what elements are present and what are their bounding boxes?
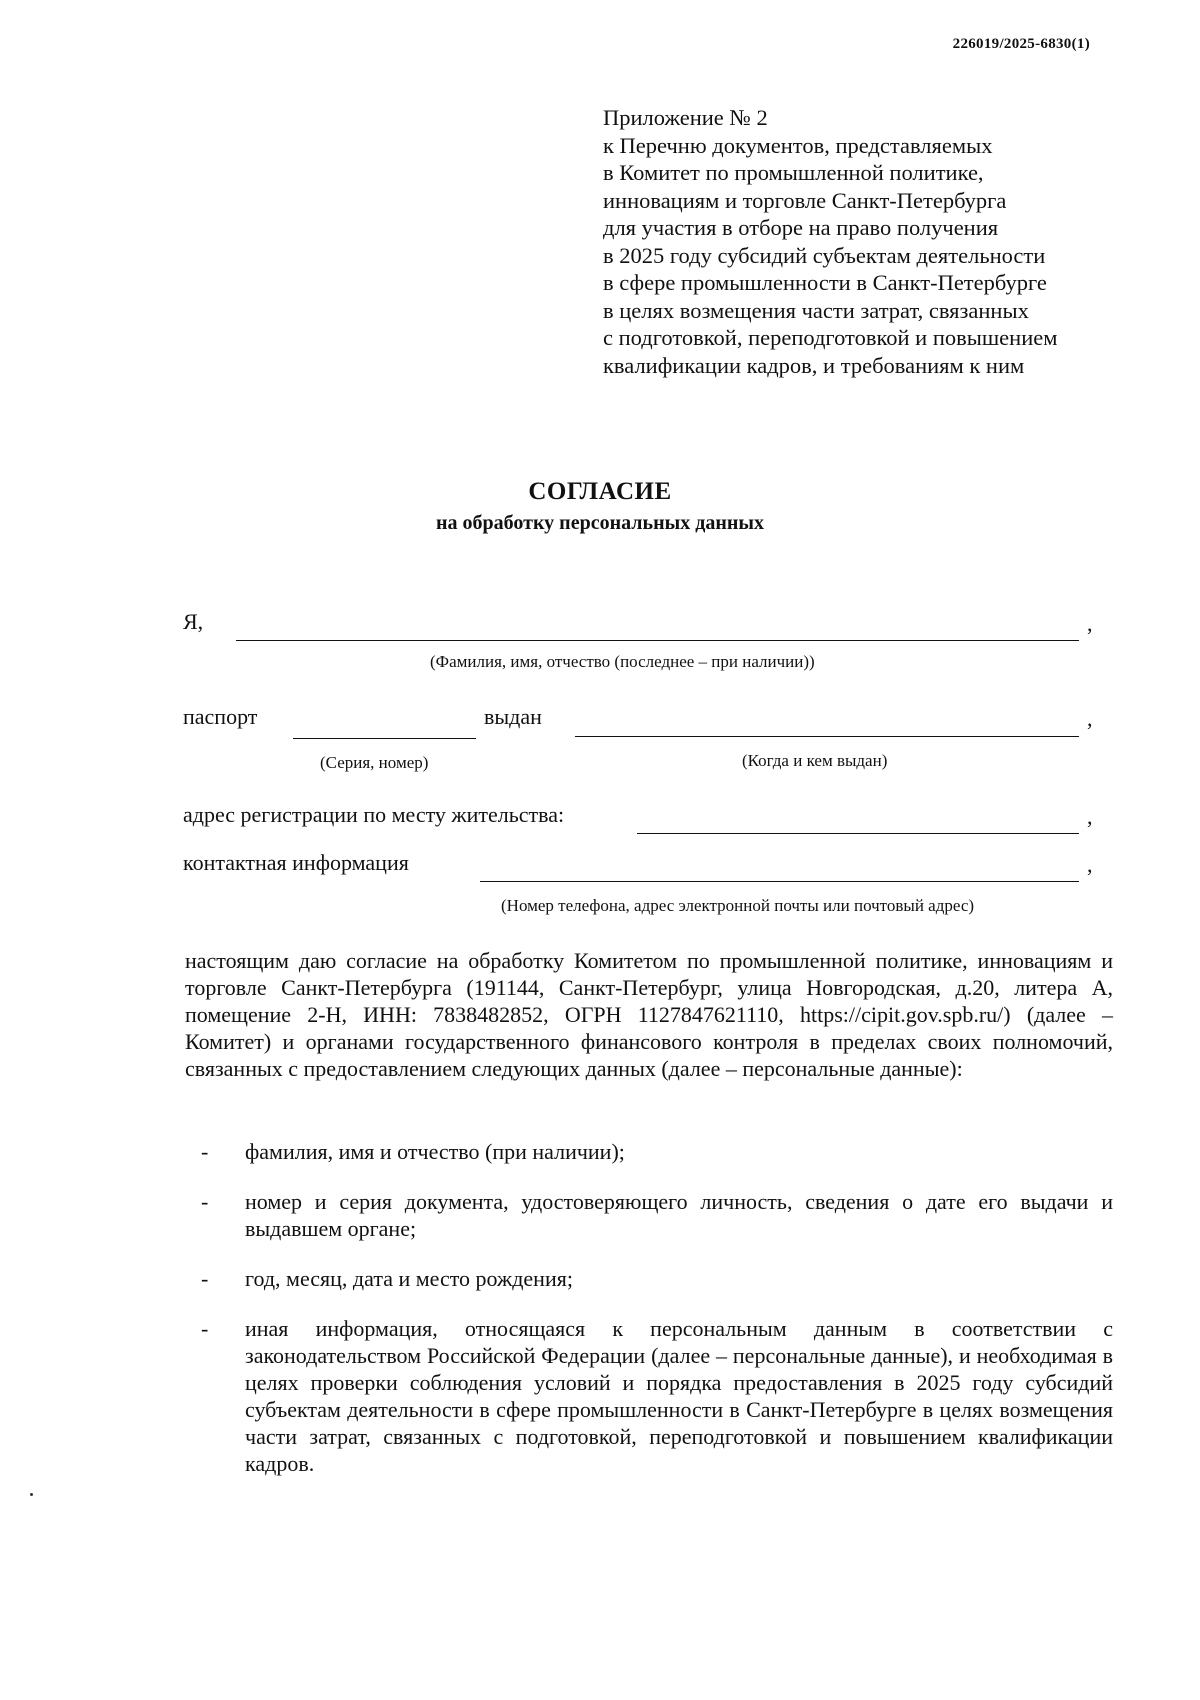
bullet-dash: - [201, 1189, 209, 1214]
contact-hint: (Номер телефона, адрес электронной почты или почтовый адрес) [501, 896, 975, 915]
passport-comma: , [1087, 706, 1093, 731]
address-field-line[interactable] [637, 833, 1079, 834]
appendix-line: в 2025 году субсидий субъектам деятельности [603, 242, 1046, 268]
appendix-block [603, 104, 1123, 379]
passport-issued-field-line[interactable] [575, 736, 1079, 737]
bullet-dash: - [201, 1316, 209, 1341]
list-item-text: номер и серия документа, удостоверяющего личность, сведения о дате его выдачи и выдавшем органе; [245, 1189, 1113, 1241]
passport-series-field-line[interactable] [293, 738, 476, 739]
address-label: адрес регистрации по месту жительства: [183, 802, 565, 827]
fio-comma: , [1087, 611, 1093, 636]
document-registration-number: 226019/2025-6830(1) [952, 36, 1090, 52]
bullet-dash: - [201, 1266, 209, 1291]
appendix-line: к Перечню документов, представляемых [603, 132, 993, 158]
list-item-text: фамилия, имя и отчество (при наличии); [245, 1139, 625, 1164]
contact-field-line[interactable] [480, 881, 1079, 882]
list-item-text: год, месяц, дата и место рождения; [245, 1266, 573, 1291]
appendix-line: для участия в отборе на право получения [603, 215, 999, 240]
appendix-line: квалификации кадров, и требованиям к ним [603, 352, 1025, 378]
consent-paragraph: настоящим даю согласие на обработку Комитетом по промышленной политике, инновациям и торговле Санкт-Петербурга (191144, Санкт-Петербург, улица Новгородская, д.20, литера А, помещение 2-Н, ИНН: 7838482852, ОГРН 1127847621110, https://cipit.gov.spb.ru/) (далее – Комитет) и органами государственного финансового контроля в пределах своих полномочий, связанных с предоставлением следующих данных (далее – персональные данные): [185, 948, 1113, 1081]
address-comma: , [1087, 804, 1093, 829]
appendix-line: в целях возмещения части затрат, связанных [603, 297, 1029, 323]
appendix-line: в сфере промышленности в Санкт-Петербурге [603, 270, 1047, 295]
bullet-dash: - [201, 1139, 209, 1164]
list-item-text: иная информация, относящаяся к персональным данным в соответствии с законодательством Российской Федерации (далее – персональные данные), и необходимая в целях проверки соблюдения условий и порядка предоставления в 2025 году субсидий субъектам деятельности в сфере промышленности в Санкт-Петербурге в целях возмещения части затрат, связанных с подготовкой, переподготовкой и повышением квалификации кадров. [245, 1316, 1113, 1476]
document-subtitle: на обработку персональных данных [436, 512, 764, 534]
i-label: Я, [183, 609, 204, 634]
contact-comma: , [1087, 852, 1093, 877]
appendix-line: в Комитет по промышленной политике, [603, 160, 984, 185]
scan-speck [30, 1493, 33, 1496]
document-title: СОГЛАСИЕ [528, 478, 672, 505]
list-item [185, 1265, 1113, 1292]
issued-label: выдан [484, 704, 542, 729]
passport-label: паспорт [183, 704, 258, 729]
issued-hint: (Когда и кем выдан) [742, 751, 888, 770]
fio-field-line[interactable] [236, 640, 1079, 641]
fio-hint: (Фамилия, имя, отчество (последнее – при наличии)) [430, 652, 815, 671]
contact-label: контактная информация [183, 850, 409, 875]
appendix-line: с подготовкой, переподготовкой и повышением [603, 325, 1058, 350]
personal-data-list [185, 1138, 1113, 1500]
list-item [185, 1188, 1113, 1242]
list-item [185, 1138, 1113, 1165]
appendix-line: инновациям и торговле Санкт-Петербурга [603, 187, 1007, 213]
series-hint: (Серия, номер) [320, 753, 429, 772]
list-item [185, 1315, 1113, 1477]
appendix-line: Приложение № 2 [603, 105, 768, 130]
